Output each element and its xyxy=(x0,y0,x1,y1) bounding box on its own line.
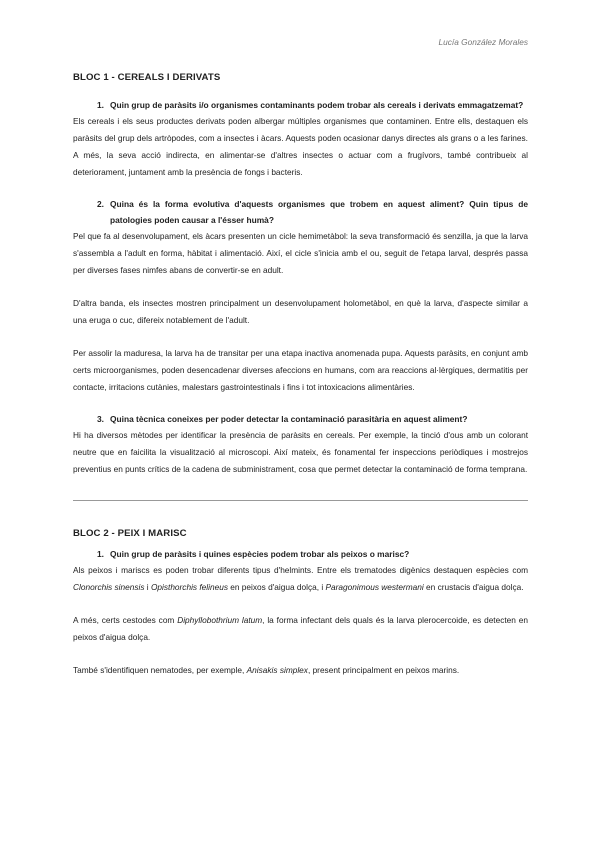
bloc1-answer-1: Els cereals i els seus productes derivats poden albergar múltiples organismes que contaminen. Entre ells, destaquen els paràsits del grup dels artròpodes, com a insectes i àcars. Aquests poden ocasionar danys directes als grans o a les farines. A més, la seva acció indirecta, en alimentar-se d'altres insectes o actuar com a frugívors, també contribueix al deteriorament, juntament amb la presència de fongs i bacteris. xyxy=(73,116,528,177)
question-text: Quina tècnica coneixes per poder detectar la contaminació parasitària en aquest aliment? xyxy=(110,414,468,424)
species-name: Opisthorchis felineus xyxy=(150,582,228,592)
bloc2-answer-1-paragraph-1: Als peixos i mariscs es poden trobar diferents tipus d'helmints. Entre els trematodes digènics destaquen espècies com Clonorchis sinensis i Opisthorchis felineus en peixos d'aigua dolça, i Paragonimous westermani en crustacis d'aigua dolça. xyxy=(73,565,528,592)
bloc1-answer-2-paragraph-1: Pel que fa al desenvolupament, els àcars presenten un cicle hemimetàbol: la seva transformació és senzilla, ja que la larva s'assembla a l'adult en forma, hàbitat i alimentació. Així, el cicle s'inicia amb el ou, seguit de l'etapa larval, després passa per diverses fases nimfes abans de convertir-se en adult. xyxy=(73,231,528,275)
bloc2-title: BLOC 2 - PEIX I MARISC xyxy=(73,528,187,539)
bloc2-question-1 xyxy=(73,546,528,562)
question-text: Quin grup de paràsits i quines espècies podem trobar als peixos o marisc? xyxy=(110,549,410,559)
species-name: Diphyllobothrium latum xyxy=(177,615,263,625)
bloc1-title: BLOC 1 - CEREALS I DERIVATS xyxy=(73,72,221,83)
bloc1-answer-2-paragraph-3: Per assolir la maduresa, la larva ha de transitar per una etapa inactiva anomenada pupa. Aquests paràsits, en conjunt amb certs microorganismes, poden desencadenar diverses afeccions en humans, com ara reaccions al·lèrgiques, dermatitis per contacte, irritacions cutànies, malestars gastrointestinals i fins i tot intoxicacions alimentàries. xyxy=(73,348,528,392)
species-name: Anisakis simplex xyxy=(246,665,308,675)
bloc1-question-3 xyxy=(73,411,528,427)
question-number: 3. xyxy=(97,414,104,424)
document-body xyxy=(73,72,528,679)
bloc2-answer-1-paragraph-2: A més, certs cestodes com Diphyllobothrium latum, la forma infectant dels quals és la larva plerocercoide, es detecten en peixos d'aigua dolça. xyxy=(73,615,529,642)
bloc1-answer-3: Hi ha diversos mètodes per identificar la presència de paràsits en cereals. Per exemple, la tinció d'ous amb un colorant neutre que en faicilita la visualització al microscopi. Així mateix, és fonamental fer inspeccions periòdiques i mostrejos preventius en punts crítics de la cadena de subministrament, cosa que permet detectar la contaminació de forma temprana. xyxy=(73,430,528,474)
question-text: Quina és la forma evolutiva d'aquests organismes que trobem en aquest aliment? Quin tipus de patologies poden causar a l'ésser humà? xyxy=(110,199,528,225)
question-text: Quin grup de paràsits i/o organismes contaminants podem trobar als cereals i derivats emmagatzemat? xyxy=(110,100,524,110)
bloc1-answer-2-paragraph-2: D'altra banda, els insectes mostren principalment un desenvolupament holometàbol, en què la larva, d'aspecte similar a una eruga o cuc, difereix notablement de l'adult. xyxy=(73,298,528,325)
question-number: 1. xyxy=(97,100,104,110)
species-name: Clonorchis sinensis xyxy=(73,582,145,592)
species-name: Paragonimous westermani xyxy=(325,582,424,592)
question-number: 2. xyxy=(97,199,104,209)
bloc1-question-2 xyxy=(73,196,528,228)
question-number: 1. xyxy=(97,549,104,559)
bloc2-answer-1-paragraph-3: També s'identifiquen nematodes, per exemple, Anisakis simplex, present principalment en peixos marins. xyxy=(73,665,460,675)
author-name: Lucía González Morales xyxy=(438,37,528,47)
bloc1-question-1 xyxy=(73,97,528,113)
